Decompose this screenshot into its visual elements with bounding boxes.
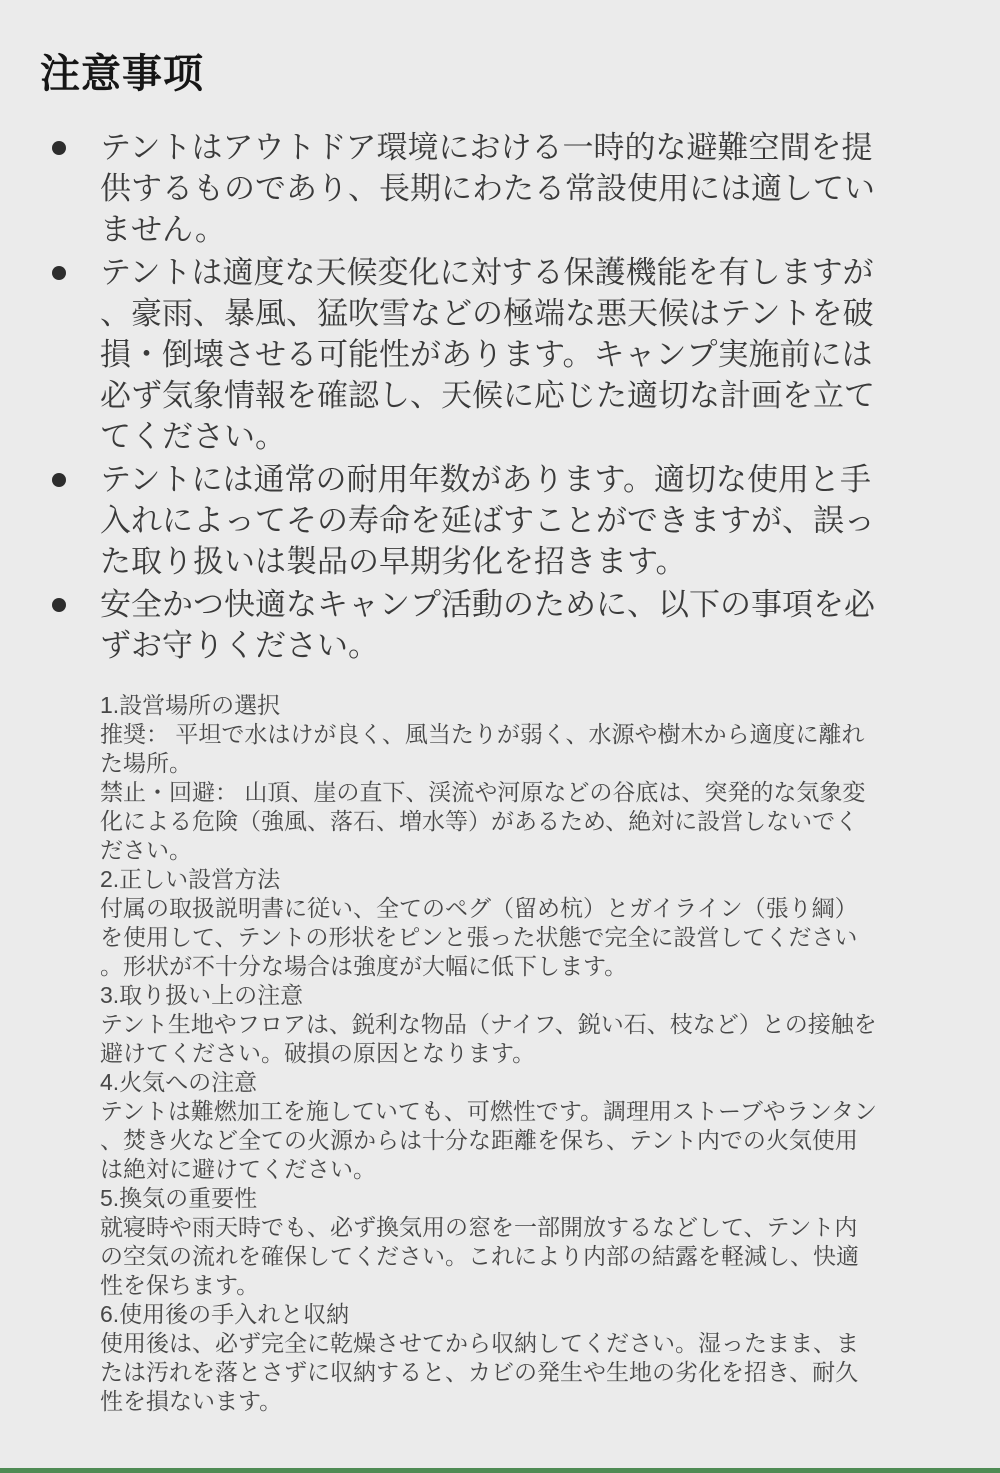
guideline-section bbox=[100, 1068, 880, 1184]
guideline-section bbox=[100, 981, 880, 1068]
guideline-heading: 3.取り扱い上の注意 bbox=[100, 982, 304, 1008]
guideline-heading: 2.正しい設営方法 bbox=[100, 866, 281, 892]
bullet-dot-icon bbox=[52, 266, 66, 280]
bottom-accent-bar bbox=[0, 1468, 1000, 1473]
guideline-paragraph: 使用後は、必ず完全に乾燥させてから収納してください。湿ったまま、または汚れを落とさずに収納すると、カビの発生や生地の劣化を招き、耐久性を損ないます。 bbox=[100, 1330, 859, 1414]
guideline-section bbox=[100, 1300, 880, 1416]
guideline-paragraph: 禁止・回避： 山頂、崖の直下、渓流や河原などの谷底は、突発的な気象変化による危険（強風、落石、増水等）があるため、絶対に設営しないでください。 bbox=[100, 779, 866, 863]
guideline-heading: 4.火気への注意 bbox=[100, 1069, 258, 1095]
page-title: 注意事项 bbox=[40, 52, 204, 96]
guideline-heading: 1.設営場所の選択 bbox=[100, 692, 281, 718]
guideline-section bbox=[100, 691, 880, 865]
bullet-dot-icon bbox=[52, 598, 66, 612]
bullet-item bbox=[40, 252, 955, 457]
bullet-text: テントはアウトドア環境における一時的な避難空間を提供するものであり、長期にわたる常設使用には適していません。 bbox=[100, 130, 875, 247]
bullet-item bbox=[40, 127, 955, 250]
bullet-text: テントは適度な天候変化に対する保護機能を有しますが、豪雨、暴風、猛吹雪などの極端な悪天候はテントを破損・倒壊させる可能性があります。キャンプ実施前には必ず気象情報を確認し、天候に応じた適切な計画を立ててください。 bbox=[100, 255, 875, 454]
guideline-paragraph: 推奨： 平坦で水はけが良く、風当たりが弱く、水源や樹木から適度に離れた場所。 bbox=[100, 721, 865, 776]
bullet-text: テントには通常の耐用年数があります。適切な使用と手入れによってその寿命を延ばすことができますが、誤った取り扱いは製品の早期劣化を招きます。 bbox=[100, 462, 875, 579]
bullet-item bbox=[40, 584, 955, 666]
numbered-guidelines bbox=[100, 691, 880, 1416]
bullet-dot-icon bbox=[52, 473, 66, 487]
guideline-paragraph: テントは難燃加工を施していても、可燃性です。調理用ストーブやランタン、焚き火など全ての火源からは十分な距離を保ち、テント内での火気使用は絶対に避けてください。 bbox=[100, 1098, 877, 1182]
bullet-item bbox=[40, 459, 955, 582]
bullet-text: 安全かつ快適なキャンプ活動のために、以下の事項を必ずお守りください。 bbox=[100, 587, 875, 663]
bullet-list bbox=[40, 127, 955, 666]
bullet-dot-icon bbox=[52, 141, 66, 155]
guideline-section bbox=[100, 865, 880, 981]
guideline-paragraph: 就寝時や雨天時でも、必ず換気用の窓を一部開放するなどして、テント内の空気の流れを確保してください。これにより内部の結露を軽減し、快適性を保ちます。 bbox=[100, 1214, 859, 1298]
guideline-heading: 5.換気の重要性 bbox=[100, 1185, 258, 1211]
guideline-paragraph: 付属の取扱説明書に従い、全てのペグ（留め杭）とガイライン（張り綱）を使用して、テントの形状をピンと張った状態で完全に設営してください。形状が不十分な場合は強度が大幅に低下します。 bbox=[100, 895, 858, 979]
guideline-paragraph: テント生地やフロアは、鋭利な物品（ナイフ、鋭い石、枝など）との接触を避けてください。破損の原因となります。 bbox=[100, 1011, 877, 1066]
guideline-section bbox=[100, 1184, 880, 1300]
guideline-heading: 6.使用後の手入れと収納 bbox=[100, 1301, 350, 1327]
